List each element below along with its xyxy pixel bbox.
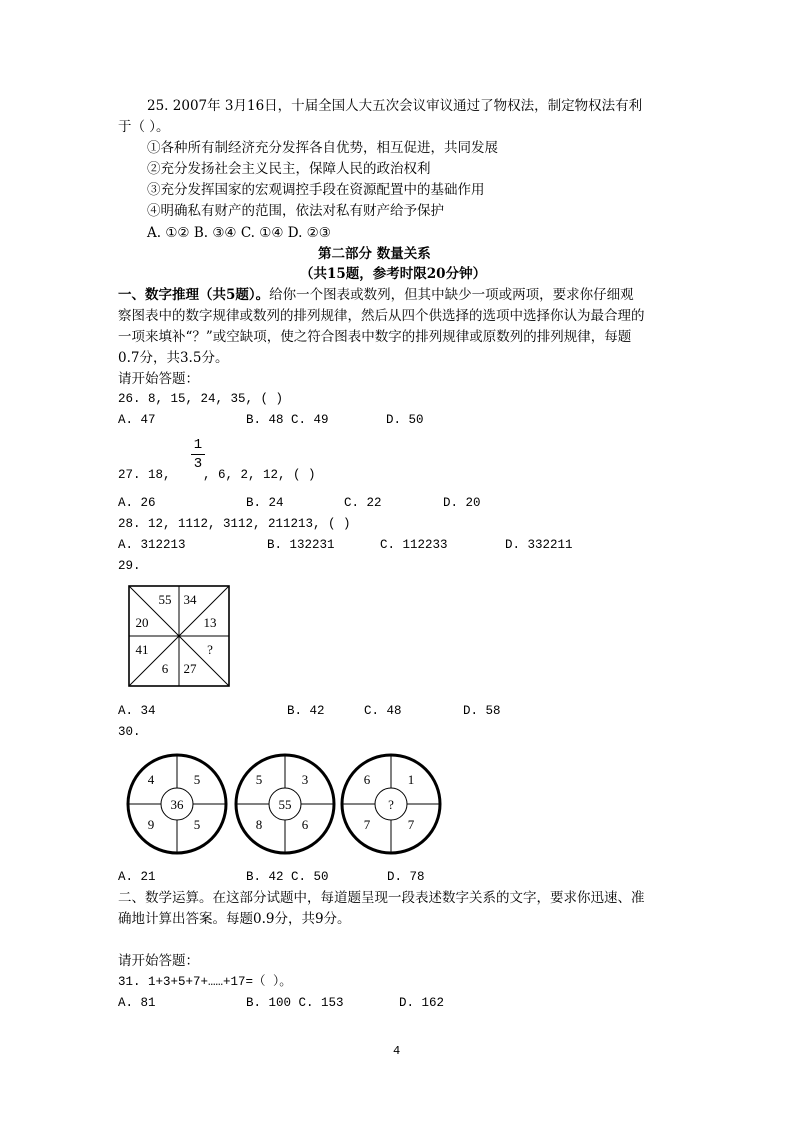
- fraction-bar: [191, 454, 205, 455]
- sec1-start: 请开始答题：: [118, 371, 199, 387]
- q29-cell: 27: [183, 661, 197, 676]
- circle-bl-value: 8: [255, 817, 263, 832]
- q28-stem: 28. 12, 1112, 3112, 211213, ( ): [118, 517, 351, 531]
- q27-frac-num: 1: [193, 437, 203, 453]
- q30-option-d: D. 78: [387, 870, 425, 884]
- q25-option-3: ③充分发挥国家的宏观调控手段在资源配置中的基础作用: [147, 182, 485, 198]
- circle-bl-value: 9: [147, 817, 155, 832]
- q25-stem-line1: 25. 2007年 3月16日，十届全国人大五次会议审议通过了物权法，制定物权法有利: [147, 98, 643, 114]
- q30-number: 30.: [118, 725, 141, 739]
- circle-tl-value: 5: [255, 772, 263, 787]
- part2-subtitle: （共15题，参考时限20分钟）: [300, 266, 487, 282]
- sec1-line3: 一项来填补“？”或空缺项，使之符合图表中数字的排列规律或原数列的排列规律，每题: [118, 329, 632, 345]
- q27-stem-pre: 27. 18,: [118, 468, 171, 482]
- q31-stem: 31. 1+3+5+7+……+17=（ ）。: [118, 975, 292, 989]
- q29-square-figure: [128, 585, 230, 687]
- circle-tl-value: 4: [147, 772, 155, 787]
- q27-stem-post: , 6, 2, 12, ( ): [203, 468, 316, 482]
- sec2-line1: 二、数学运算。在这部分试题中，每道题呈现一段表述数字关系的文字，要求你迅速、准: [118, 890, 645, 906]
- q31-option-a: A. 81: [118, 996, 156, 1010]
- q30-circle-2: [233, 752, 337, 856]
- sec2-line2: 确地计算出答案。每题0.9分，共9分。: [118, 911, 351, 927]
- sec1-line1: [118, 285, 634, 305]
- sec2-start: 请开始答题：: [118, 953, 199, 969]
- q29-cell: 20: [135, 615, 149, 630]
- sec1-line4: 0.7分，共3.5分。: [118, 350, 229, 366]
- q29-cell: ?: [207, 642, 213, 657]
- q28-option-d: D. 332211: [505, 538, 573, 552]
- q27-option-a: A. 26: [118, 496, 156, 510]
- q31-option-bc: B. 100 C. 153: [246, 996, 344, 1010]
- q27-option-c: C. 22: [344, 496, 382, 510]
- q30-option-bc: B. 42 C. 50: [246, 870, 329, 884]
- circle-tr-value: 3: [301, 772, 309, 787]
- q29-option-a: A. 34: [118, 704, 156, 718]
- q28-option-a: A. 312213: [118, 538, 186, 552]
- q29-cell: 13: [203, 615, 217, 630]
- circle-center-value: 55: [278, 797, 292, 812]
- circle-tl-value: 6: [363, 772, 371, 787]
- q26-option-bc: B. 48 C. 49: [246, 413, 329, 427]
- q30-circle-1: [125, 752, 229, 856]
- circle-center-value: ?: [388, 797, 394, 812]
- q29-cell: 34: [183, 592, 197, 607]
- q27-option-b: B. 24: [246, 496, 284, 510]
- q28-option-c: C. 112233: [380, 538, 448, 552]
- q30-circle-3: [339, 752, 443, 856]
- page-number: 4: [393, 1044, 401, 1058]
- circle-center-value: 36: [170, 797, 184, 812]
- q25-option-1: ①各种所有制经济充分发挥各自优势，相互促进，共同发展: [147, 140, 498, 156]
- sec1-lead: 一、数字推理（共5题）。: [118, 287, 270, 303]
- q29-option-b: B. 42: [287, 704, 325, 718]
- circle-br-value: 5: [193, 817, 201, 832]
- q27-frac-den: 3: [193, 456, 203, 472]
- q31-option-d: D. 162: [399, 996, 445, 1010]
- q29-cell: 6: [161, 661, 169, 676]
- circle-br-value: 6: [301, 817, 309, 832]
- circle-tr-value: 5: [193, 772, 201, 787]
- circle-bl-value: 7: [363, 817, 371, 832]
- q29-cell: 41: [135, 642, 149, 657]
- sec1-line2: 察图表中的数字规律或数列的排列规律，然后从四个供选择的选项中选择你认为最合理的: [118, 308, 645, 324]
- sec1-line1-rest: 给你一个图表或数列，但其中缺少一项或两项，要求你仔细观: [269, 287, 634, 303]
- part2-title: 第二部分 数量关系: [318, 246, 431, 262]
- q29-number: 29.: [118, 559, 141, 573]
- q25-answers: A. ①② B. ③④ C. ①④ D. ②③: [147, 225, 331, 241]
- q29-option-c: C. 48: [364, 704, 402, 718]
- q26-option-d: D. 50: [386, 413, 424, 427]
- q26-option-a: A. 47: [118, 413, 156, 427]
- q26-stem: 26. 8, 15, 24, 35, ( ): [118, 392, 284, 406]
- q25-option-2: ②充分发扬社会主义民主，保障人民的政治权利: [147, 161, 431, 177]
- q29-option-d: D. 58: [463, 704, 501, 718]
- q27-option-d: D. 20: [443, 496, 481, 510]
- q25-option-4: ④明确私有财产的范围，依法对私有财产给予保护: [147, 203, 444, 219]
- q29-cell: 55: [158, 592, 172, 607]
- circle-tr-value: 1: [407, 772, 415, 787]
- q30-option-a: A. 21: [118, 870, 156, 884]
- q25-stem-line2: 于（ ）。: [118, 119, 170, 135]
- q28-option-b: B. 132231: [267, 538, 335, 552]
- circle-br-value: 7: [407, 817, 415, 832]
